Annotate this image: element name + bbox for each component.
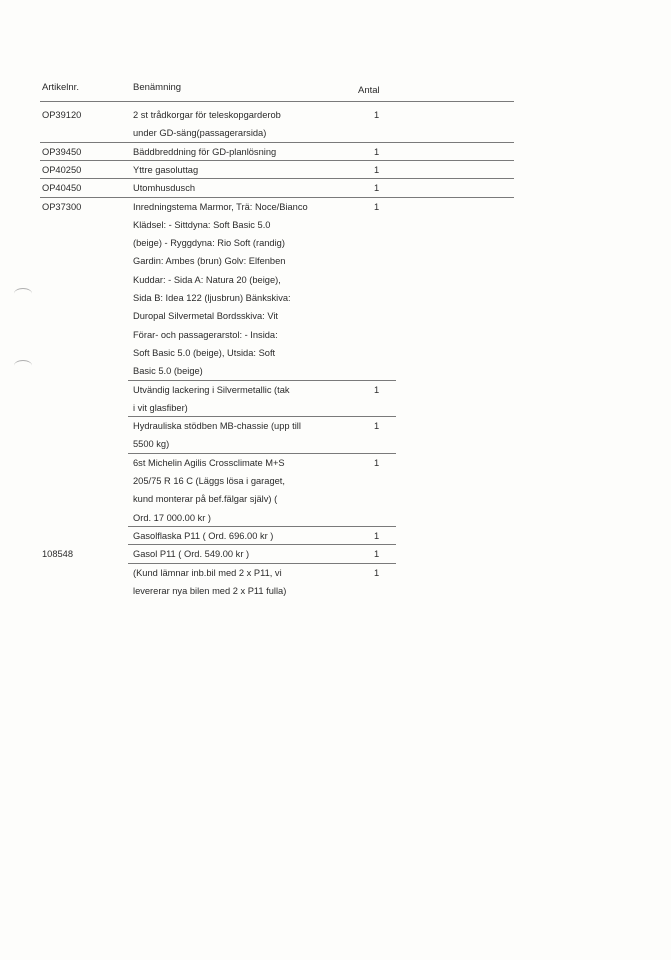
item-description-line: Sida B: Idea 122 (ljusbrun) Bänkskiva: — [133, 293, 291, 303]
hole-punch-mark — [14, 288, 32, 299]
quantity: 1 — [374, 201, 380, 212]
item-description-line: levererar nya bilen med 2 x P11 fulla) — [133, 585, 287, 596]
article-number: OP39120 — [42, 110, 82, 120]
item-description-line: Inredningstema Marmor, Trä: Noce/Bianco — [133, 201, 308, 212]
item-description-line: 205/75 R 16 C (Läggs lösa i garaget, — [133, 476, 285, 486]
article-number: OP40250 — [42, 164, 82, 175]
quantity: 1 — [374, 164, 380, 175]
item-description-line: Gasolflaska P11 ( Ord. 696.00 kr ) — [133, 530, 274, 541]
item-description-line: 6st Michelin Agilis Crossclimate M+S — [133, 457, 285, 468]
article-number: OP39450 — [42, 146, 82, 157]
item-description-line: Soft Basic 5.0 (beige), Utsida: Soft — [133, 347, 276, 358]
column-header-article: Artikelnr. — [42, 82, 79, 93]
item-description-line: Klädsel: - Sittdyna: Soft Basic 5.0 — [133, 219, 271, 230]
quantity: 1 — [374, 146, 380, 157]
article-number: OP37300 — [42, 201, 82, 212]
item-description-line: 2 st trådkorgar för teleskopgarderob — [133, 110, 281, 120]
item-description-line: Bäddbreddning för GD-planlösning — [133, 146, 277, 157]
column-header-name: Benämning — [133, 82, 182, 93]
item-description-line: Ord. 17 000.00 kr ) — [133, 512, 212, 523]
item-description-line: Utvändig lackering i Silvermetallic (tak — [133, 384, 290, 395]
item-description-line: Duropal Silvermetal Bordsskiva: Vit — [133, 311, 279, 322]
item-description-line: Gasol P11 ( Ord. 549.00 kr ) — [133, 549, 250, 560]
item-description-line: Yttre gasoluttag — [133, 164, 199, 175]
row-divider — [40, 178, 514, 179]
hole-punch-mark — [14, 360, 32, 371]
quantity: 1 — [374, 110, 380, 120]
item-description-line: Förar- och passagerarstol: - Insida: — [133, 329, 278, 340]
item-description-line: Gardin: Ambes (brun) Golv: Elfenben — [133, 256, 286, 267]
article-number: OP40450 — [42, 183, 82, 194]
item-description-line: (Kund lämnar inb.bil med 2 x P11, vi — [133, 567, 282, 578]
item-description-line: (beige) - Ryggdyna: Rio Soft (randig) — [133, 238, 285, 249]
item-description-line: Hydrauliska stödben MB-chassie (upp till — [133, 421, 301, 432]
item-description-line: i vit glasfiber) — [133, 402, 188, 413]
item-description-line: Basic 5.0 (beige) — [133, 366, 203, 377]
quantity: 1 — [374, 567, 380, 578]
item-description-line: under GD-säng(passagerarsida) — [133, 128, 267, 139]
column-header-qty: Antal — [358, 85, 380, 96]
quantity: 1 — [374, 530, 380, 541]
quantity: 1 — [374, 183, 380, 194]
quantity: 1 — [374, 421, 380, 432]
item-description-line: 5500 kg) — [133, 439, 170, 450]
item-description-line: Kuddar: - Sida A: Natura 20 (beige), — [133, 274, 281, 285]
row-divider — [40, 160, 514, 161]
item-description-line: Utomhusdusch — [133, 183, 196, 194]
article-number: 108548 — [42, 549, 74, 560]
quantity: 1 — [374, 549, 380, 560]
quantity: 1 — [374, 457, 380, 468]
row-divider — [40, 142, 514, 143]
quantity: 1 — [374, 384, 380, 395]
item-description-line: kund monterar på bef.fälgar själv) ( — [133, 494, 278, 505]
header-divider — [40, 101, 514, 102]
